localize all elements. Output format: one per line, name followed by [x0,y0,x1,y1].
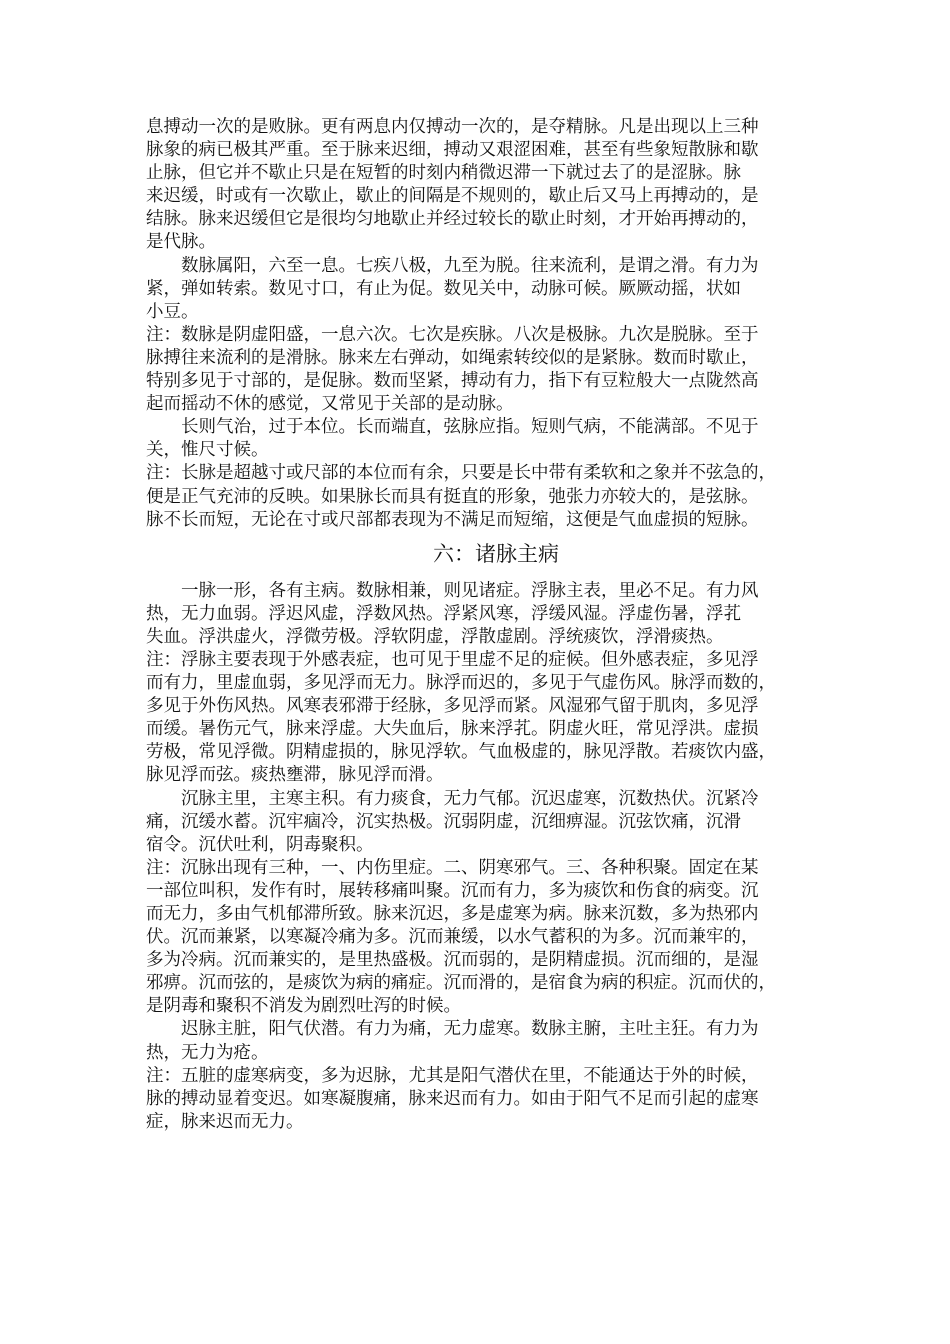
text-line: 症，脉来迟而无力。 [146,1111,304,1132]
text-line: 便是正气充沛的反映。如果脉长而具有挺直的形象，弛张力亦较大的，是弦脉。 [146,486,759,507]
text-line: 多为冷病。沉而兼实的，是里热盛极。沉而弱的，是阴精虚损。沉而细的，是湿 [146,950,759,971]
text-line: 是阴毒和聚积不消发为剧烈吐泻的时候。 [146,996,461,1017]
text-line: 数脉属阳，六至一息。七疾八极，九至为脱。往来流利，是谓之滑。有力为 [181,255,759,276]
text-line: 脉象的病已极其严重。至于脉来迟细，搏动又艰涩困难，甚至有些象短散脉和歇 [146,140,759,161]
text-line: 注：沉脉出现有三种，一、内伤里症。二、阴寒邪气。三、各种积聚。固定在某 [146,857,759,878]
text-line: 沉脉主里，主寒主积。有力痰食，无力气郁。沉迟虚寒，沉数热伏。沉紧冷 [181,788,759,809]
text-line: 而有力，里虚血弱，多见浮而无力。脉浮而迟的，多见于气虚伤风。脉浮而数的， [146,673,776,694]
text-line: 关，惟尺寸候。 [146,440,269,461]
text-line: 劳极，常见浮微。阴精虚损的，脉见浮软。气血极虚的，脉见浮散。若痰饮内盛， [146,742,776,763]
commentary-paragraph [146,649,846,788]
text-line: 止脉，但它并不歇止只是在短暂的时刻内稍微迟滞一下就过去了的是涩脉。脉 [146,163,741,184]
text-line: 一部位叫积，发作有时，展转移痛叫聚。沉而有力，多为痰饮和伤食的病变。沉 [146,880,759,901]
text-line: 起而摇动不休的感觉，又常见于关部的是动脉。 [146,394,514,415]
text-line: 热，无力为疮。 [146,1042,269,1063]
text-line: 伏。沉而兼紧，以寒凝冷痛为多。沉而兼缓，以水气蓄积的为多。沉而兼牢的， [146,927,759,948]
text-line: 注：浮脉主要表现于外感表症，也可见于里虚不足的症候。但外感表症，多见浮 [146,649,759,670]
text-line: 是代脉。 [146,232,216,253]
text-line: 痛，沉缓水蓄。沉牢痼冷，沉实热极。沉弱阴虚，沉细痹湿。沉弦饮痛，沉滑 [146,811,741,832]
text-line: 而缓。暑伤元气，脉来浮虚。大失血后，脉来浮芤。阴虚火旺，常见浮洪。虚损 [146,719,759,740]
commentary-paragraph [146,1065,846,1134]
document-page [146,116,846,1134]
verse-paragraph [146,416,846,462]
verse-paragraph [146,1018,846,1064]
text-line: 失血。浮洪虚火，浮微劳极。浮软阴虚，浮散虚剧。浮统痰饮，浮滑痰热。 [146,626,724,647]
text-line: 注：长脉是超越寸或尺部的本位而有余，只要是长中带有柔软和之象并不弦急的， [146,463,776,484]
text-line: 来迟缓，时或有一次歇止，歇止的间隔是不规则的，歇止后又马上再搏动的，是 [146,186,759,207]
text-line: 脉的搏动显着变迟。如寒凝腹痛，脉来迟而有力。如由于阳气不足而引起的虚寒 [146,1088,759,1109]
text-line: 长则气治，过于本位。长而端直，弦脉应指。短则气病，不能满部。不见于 [181,417,759,438]
text-line: 紧，弹如转索。数见寸口，有止为促。数见关中，动脉可候。厥厥动摇，状如 [146,278,741,299]
commentary-paragraph [146,324,846,416]
verse-paragraph [146,255,846,324]
text-line: 一脉一形，各有主病。数脉相兼，则见诸症。浮脉主表，里必不足。有力风 [181,580,759,601]
text-line: 特别多见于寸部的，是促脉。数而坚紧，搏动有力，指下有豆粒般大一点陇然高 [146,371,759,392]
text-line: 注：数脉是阴虚阳盛，一息六次。七次是疾脉。八次是极脉。九次是脱脉。至于 [146,324,759,345]
text-line: 而无力，多由气机郁滞所致。脉来沉迟，多是虚寒为病。脉来沉数，多为热邪内 [146,904,759,924]
text-line: 迟脉主脏，阳气伏潜。有力为痛，无力虚寒。数脉主腑，主吐主狂。有力为 [181,1019,759,1040]
text-line: 脉搏往来流利的是滑脉。脉来左右弹动，如绳索转绞似的是紧脉。数而时歇止， [146,347,759,368]
verse-paragraph [146,580,846,649]
commentary-paragraph [146,462,846,531]
verse-paragraph [146,788,846,857]
text-line: 息搏动一次的是败脉。更有两息内仅搏动一次的，是夺精脉。凡是出现以上三种 [146,117,759,137]
commentary-paragraph [146,116,846,255]
section-heading: 六：诸脉主病 [433,541,559,566]
text-line: 热，无力血弱。浮迟风虚，浮数风热。浮紧风寒，浮缓风湿。浮虚伤暑，浮芤 [146,603,741,624]
text-line: 邪痹。沉而弦的，是痰饮为病的痛症。沉而滑的，是宿食为病的积症。沉而伏的， [146,973,776,994]
text-line: 结脉。脉来迟缓但它是很均匀地歇止并经过较长的歇止时刻，才开始再搏动的， [146,209,759,230]
text-line: 多见于外伤风热。风寒表邪滞于经脉，多见浮而紧。风湿邪气留于肌肉，多见浮 [146,696,759,717]
text-line: 小豆。 [146,301,199,322]
text-line: 注：五脏的虚寒病变，多为迟脉，尤其是阳气潜伏在里，不能通达于外的时候， [146,1065,759,1086]
text-line: 宿令。沉伏吐利，阴毒聚积。 [146,834,374,855]
text-line: 脉见浮而弦。痰热壅滞，脉见浮而滑。 [146,765,444,786]
commentary-paragraph [146,857,846,1019]
text-line: 脉不长而短，无论在寸或尺部都表现为不满足而短缩，这便是气血虚损的短脉。 [146,509,759,530]
